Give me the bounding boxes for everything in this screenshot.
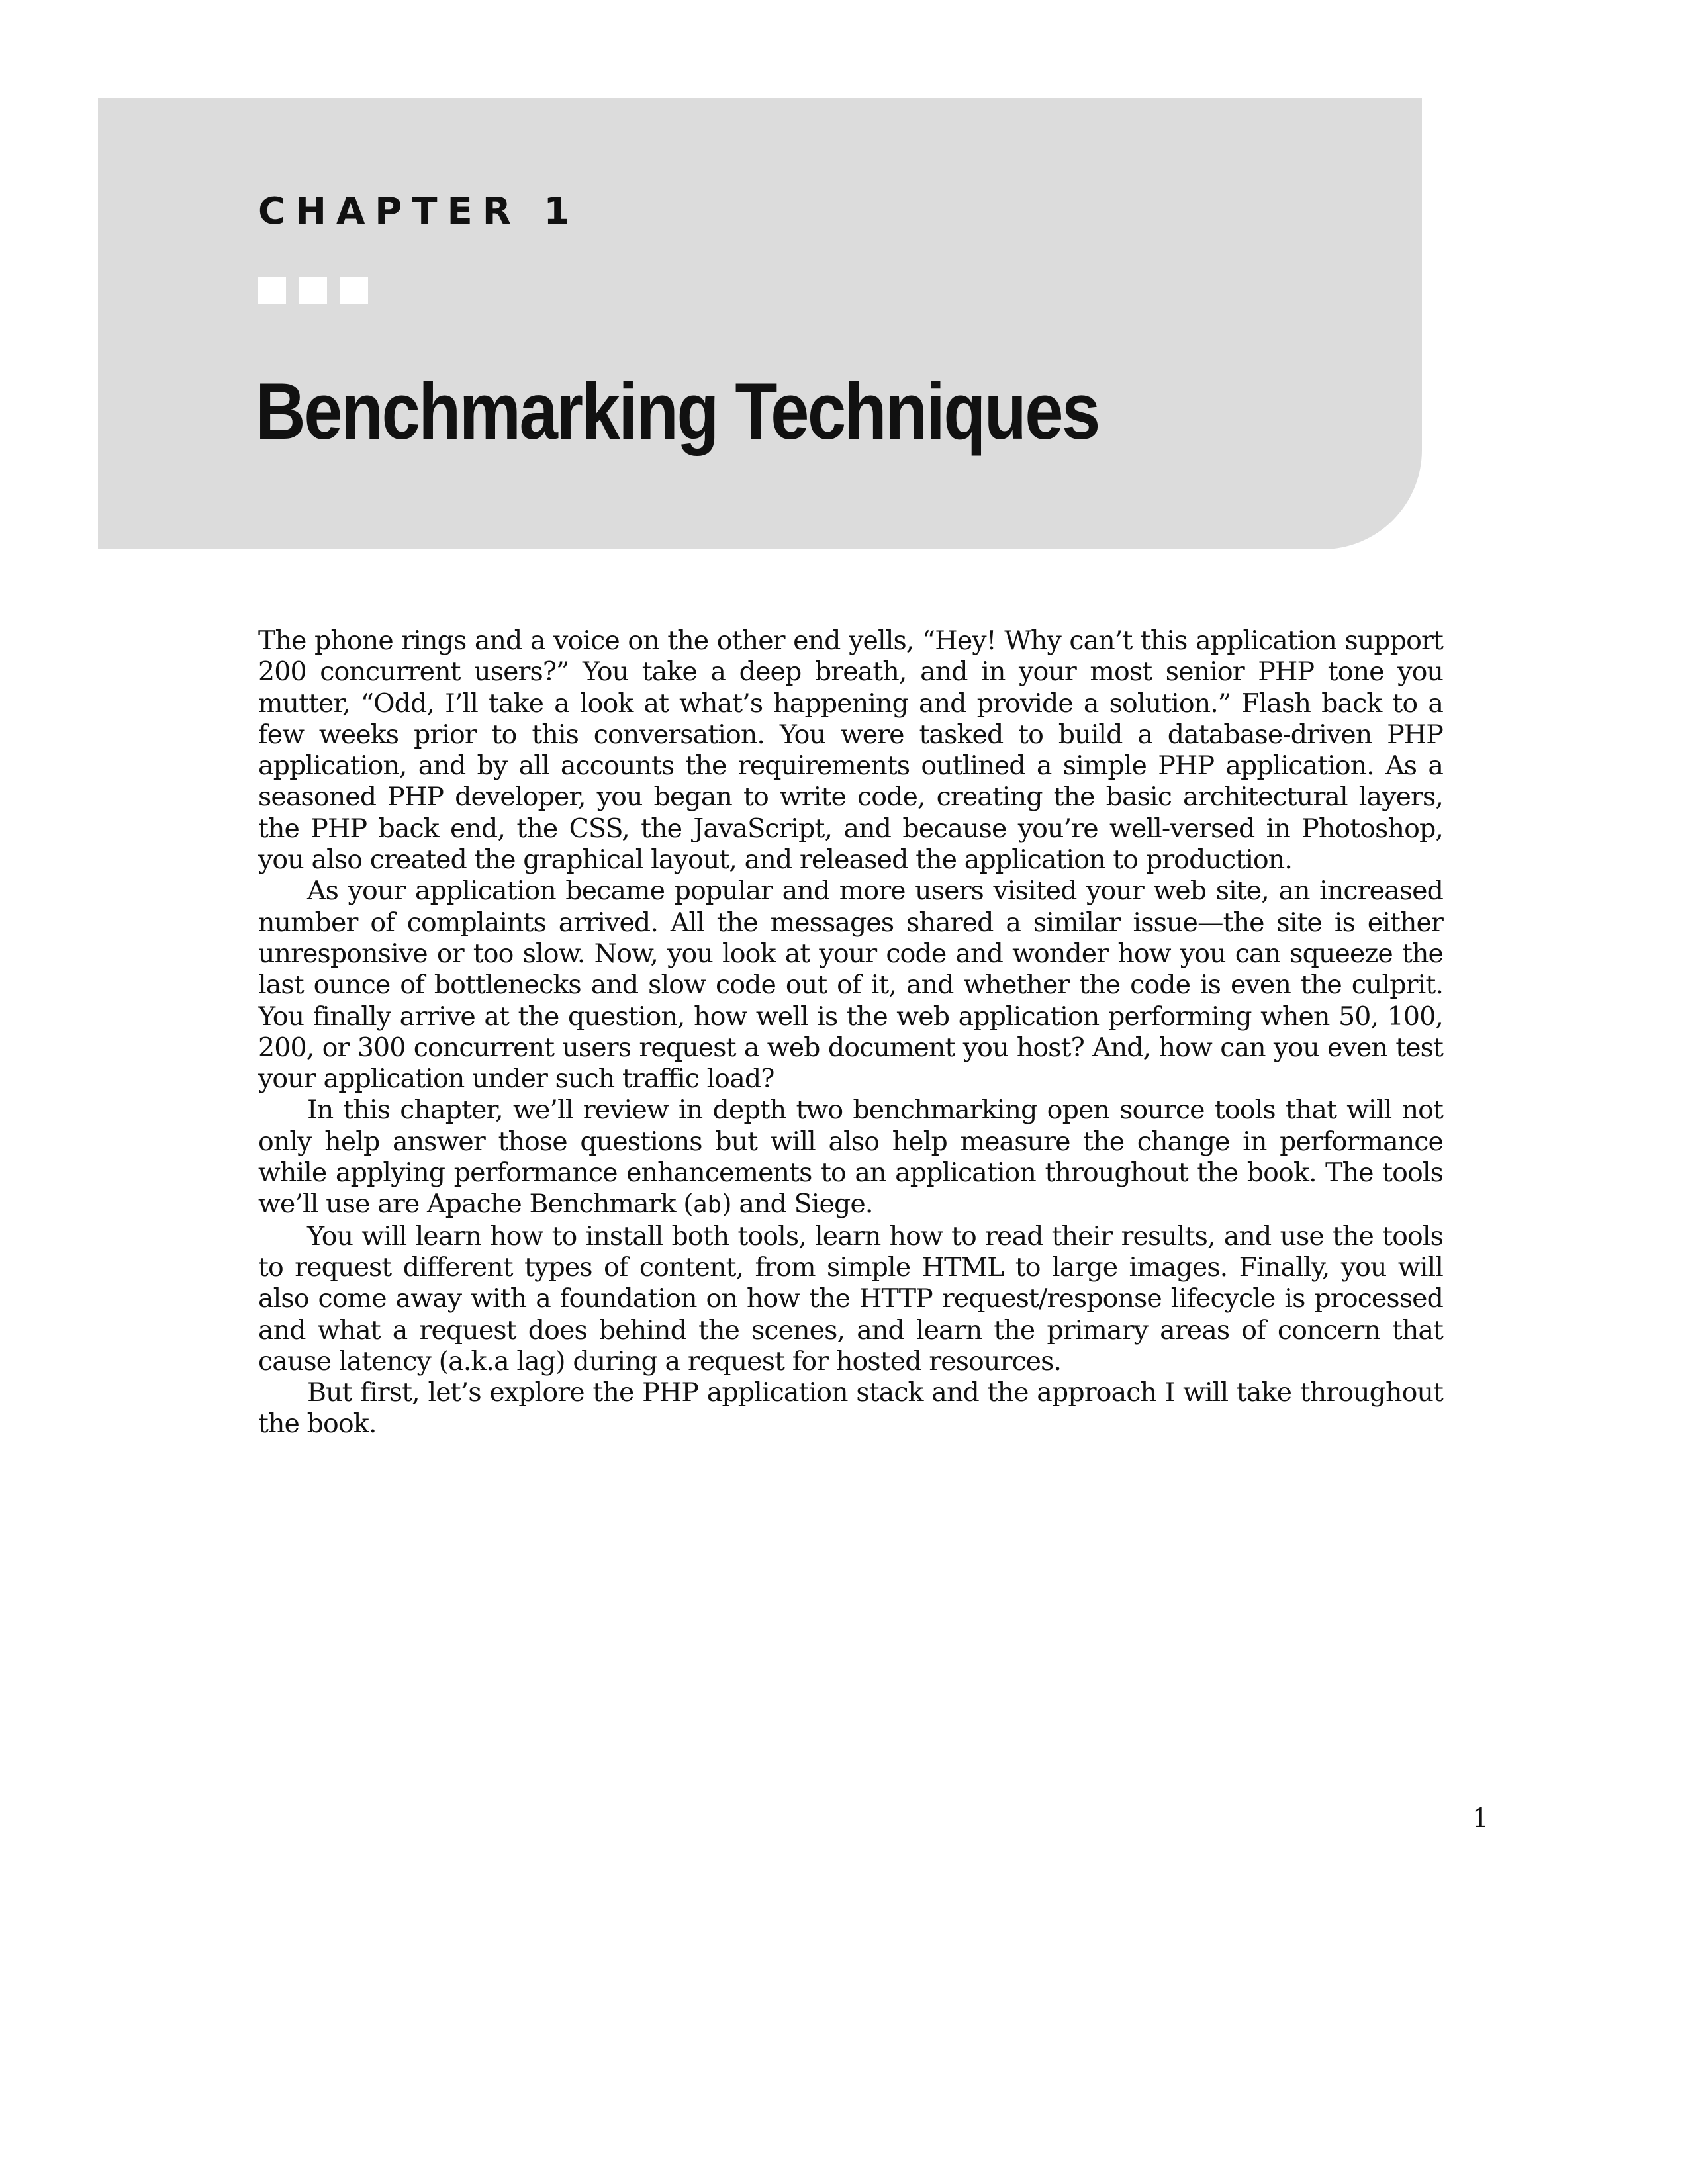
- page-number: 1: [1472, 1803, 1489, 1834]
- paragraph-tools: [258, 1095, 1443, 1220]
- code-ab: ab: [692, 1191, 722, 1219]
- decorative-square: [258, 277, 286, 304]
- paragraph-first: But first, let’s explore the PHP application stack and the approach I will take throughout the book.: [258, 1377, 1443, 1439]
- decorative-square: [340, 277, 368, 304]
- chapter-label: CHAPTER 1: [258, 190, 580, 233]
- decorative-square: [299, 277, 327, 304]
- chapter-decoration: [258, 277, 368, 304]
- chapter-title: Benchmarking Techniques: [256, 366, 1099, 456]
- paragraph-tools-text-after: ) and Siege.: [722, 1189, 873, 1220]
- chapter-banner: [98, 98, 1422, 549]
- paragraph-complaints: As your application became popular and more users visited your web site, an increased number of complaints arrived. All the messages shared a similar issue—the site is either unresponsive or too slow. Now, you look at your code and wonder how you can squeeze the last ounce of bottlenecks and slow code out of it, and whether the code is even the culprit. You finally arrive at the question, how well is the web application performing when 50, 100, 200, or 300 concurrent users request a web document you host? And, how can you even test your application under such traffic load?: [258, 876, 1443, 1095]
- paragraph-learn: You will learn how to install both tools, learn how to read their results, and use the tools to request different types of content, from simple HTML to large images. Finally, you will also come away with a foundation on how the HTTP request/response lifecycle is processed and what a request does behind the scenes, and learn the primary areas of concern that cause latency (a.k.a lag) during a request for hosted resources.: [258, 1220, 1443, 1377]
- body-text: [258, 625, 1443, 1440]
- paragraph-tools-text-before: In this chapter, we’ll review in depth two benchmarking open source tools that will not only help answer those questions but will also help measure the change in performance while applying performance enhancements to an application throughout the book. The tools we’ll use are Apache Benchmark (: [258, 1095, 1443, 1220]
- paragraph-intro: The phone rings and a voice on the other end yells, “Hey! Why can’t this application support 200 concurrent users?” You take a deep breath, and in your most senior PHP tone you mutter, “Odd, I’ll take a look at what’s happening and provide a solution.” Flash back to a few weeks prior to this conversation. You were tasked to build a database-driven PHP application, and by all accounts the requirements outlined a simple PHP application. As a seasoned PHP developer, you began to write code, creating the basic architectural layers, the PHP back end, the CSS, the JavaScript, and because you’re well-versed in Photoshop, you also created the graphical layout, and released the application to production.: [258, 625, 1443, 876]
